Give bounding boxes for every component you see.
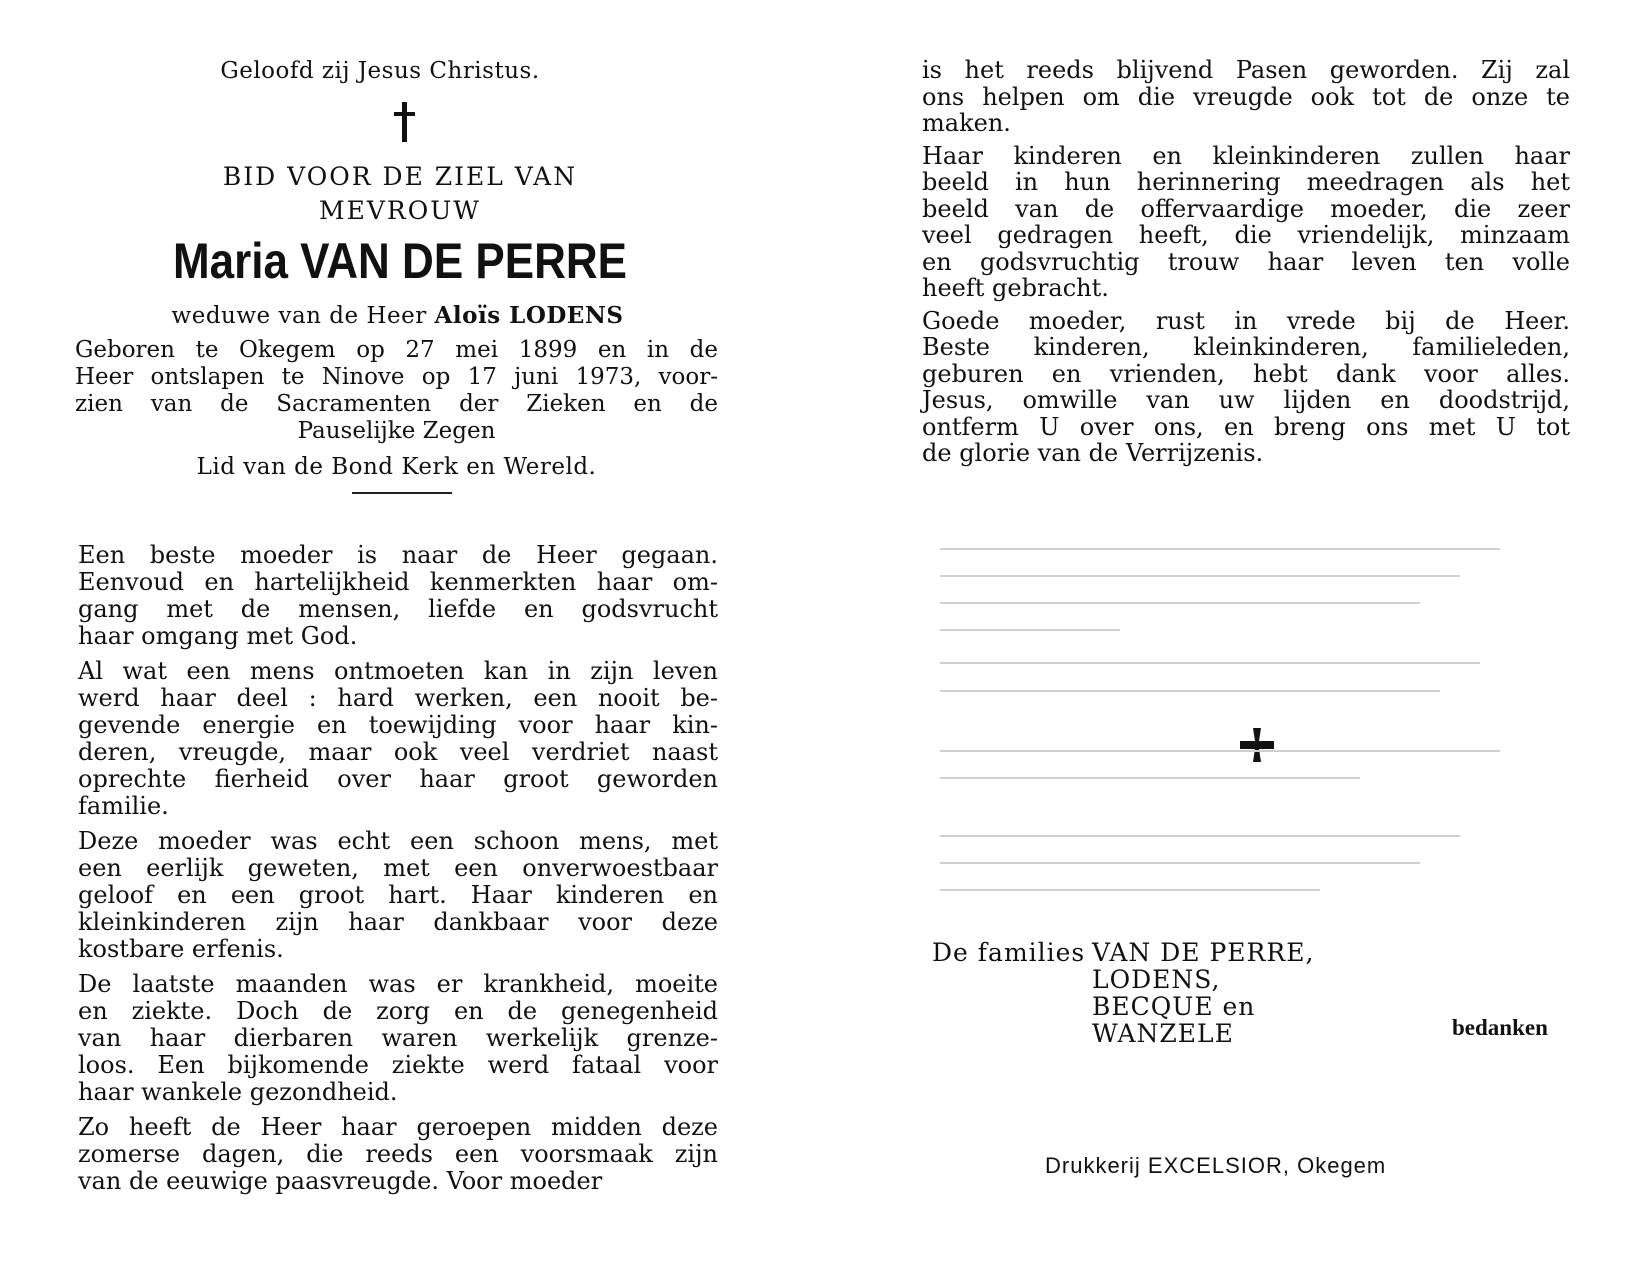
body-line: kleinkinderen zijn haar dankbaar voor deze — [78, 908, 718, 936]
families-label: De families — [932, 938, 1086, 967]
body-line: zomerse dagen, die reeds een voorsmaak zijn — [78, 1140, 718, 1168]
body-line: een eerlijk geweten, met een onverwoestbaar — [78, 854, 718, 882]
body-line: Jesus, omwille van uw lijden en doodstrijd, — [922, 386, 1570, 414]
body-line: Deze moeder was echt een schoon mens, met — [78, 827, 718, 855]
body-line: De laatste maanden was er krankheid, moeite — [78, 970, 718, 998]
family-name: LODENS, — [1092, 965, 1221, 994]
body-line: van haar dierbaren waren werkelijk grenze- — [78, 1024, 718, 1052]
body-line: de glorie van de Verrijzenis. — [922, 439, 1264, 467]
faint-bleed-text — [940, 548, 1500, 550]
body-line: gang met de mensen, liefde en godsvrucht — [78, 595, 718, 623]
blessing-line: Pauselijke Zegen — [297, 418, 496, 444]
body-line: en godsvruchtig trouw haar leven ten volle — [922, 247, 1570, 276]
faint-bleed-text — [940, 862, 1420, 864]
body-line: Goede moeder, rust in vrede bij de Heer. — [922, 306, 1570, 335]
title-mevrouw: MEVROUW — [319, 196, 481, 225]
faint-bleed-text — [940, 835, 1460, 837]
birth-line: Geboren te Okegem op 27 mei 1899 en in de — [75, 337, 718, 363]
body-line: beeld in hun herinnering meedragen als het — [922, 168, 1570, 196]
body-line: oprechte fierheid over haar groot geworden — [78, 765, 718, 793]
body-line: Haar kinderen en kleinkinderen zullen haar — [922, 141, 1570, 170]
body-line: ons helpen om die vreugde ook tot de onze te — [922, 82, 1570, 111]
printer-prefix: Drukkerij — [1045, 1153, 1141, 1178]
divider — [352, 492, 452, 494]
death-line: Heer ontslapen te Ninove op 17 juni 1973, voor- — [75, 364, 718, 390]
faint-bleed-text — [940, 602, 1420, 604]
faint-bleed-text — [940, 750, 1500, 752]
widow-prefix: weduwe van de Heer — [171, 303, 427, 329]
body-line: Beste kinderen, kleinkinderen, familieleden, — [922, 333, 1570, 361]
faint-bleed-text — [940, 575, 1460, 577]
thanks-word: bedanken — [1452, 1015, 1548, 1040]
faint-bleed-text — [940, 662, 1480, 664]
faint-bleed-text — [940, 629, 1120, 631]
body-line: loos. Een bijkomende ziekte werd fataal voor — [78, 1051, 718, 1079]
family-name: BECQUE en — [1092, 992, 1256, 1021]
body-line: gevende energie en toewijding voor haar kin- — [78, 711, 718, 739]
body-line: haar wankele gezondheid. — [78, 1078, 398, 1106]
body-line: geburen en vrienden, hebt dank voor alles. — [922, 359, 1570, 388]
family-name: VAN DE PERRE, — [1092, 938, 1315, 967]
body-line: maken. — [922, 109, 1011, 137]
husband-name: Aloïs LODENS — [434, 302, 624, 329]
body-line: van de eeuwige paasvreugde. Voor moeder — [78, 1167, 603, 1195]
faint-bleed-text — [940, 777, 1360, 779]
body-line: beeld van de offervaardige moeder, die zeer — [922, 194, 1570, 223]
printer-place: Okegem — [1297, 1153, 1387, 1178]
deceased-name: Maria VAN DE PERRE — [173, 233, 627, 289]
latin-cross-icon — [392, 102, 416, 142]
membership-line: Lid van de Bond Kerk en Wereld. — [196, 454, 597, 480]
body-line: deren, vreugde, maar ook veel verdriet naast — [78, 738, 718, 766]
body-line: veel gedragen heeft, die vriendelijk, minzaam — [922, 221, 1570, 249]
body-line: Een beste moeder is naar de Heer gegaan. — [78, 541, 718, 569]
body-line: Eenvoud en hartelijkheid kenmerkten haar om- — [78, 568, 718, 596]
prayer-heading: BID VOOR DE ZIEL VAN — [222, 162, 578, 191]
body-line: werd haar deel : hard werken, een nooit be- — [78, 684, 718, 712]
body-line: familie. — [78, 792, 169, 820]
body-line: geloof en een groot hart. Haar kinderen en — [78, 881, 718, 909]
greeting-line: Geloofd zij Jesus Christus. — [220, 58, 540, 84]
body-line: ontferm U over ons, en breng ons met U tot — [922, 412, 1570, 441]
printer-name: EXCELSIOR, — [1147, 1153, 1290, 1178]
cross-pattee-icon — [1240, 728, 1274, 762]
family-name: WANZELE — [1092, 1019, 1234, 1048]
widow-line — [125, 302, 670, 329]
body-line: Zo heeft de Heer haar geroepen midden deze — [78, 1113, 718, 1141]
sacraments-line: zien van de Sacramenten der Zieken en de — [75, 391, 718, 417]
body-line: haar omgang met God. — [78, 622, 358, 650]
printer-credit — [1045, 1153, 1386, 1179]
body-line: en ziekte. Doch de zorg en de genegenheid — [78, 997, 718, 1025]
body-line: is het reeds blijvend Pasen geworden. Zij zal — [922, 56, 1570, 84]
body-line: kostbare erfenis. — [78, 935, 284, 963]
body-line: Al wat een mens ontmoeten kan in zijn leven — [78, 657, 718, 685]
body-line: heeft gebracht. — [922, 274, 1109, 302]
faint-bleed-text — [940, 690, 1440, 692]
faint-bleed-text — [940, 889, 1320, 891]
